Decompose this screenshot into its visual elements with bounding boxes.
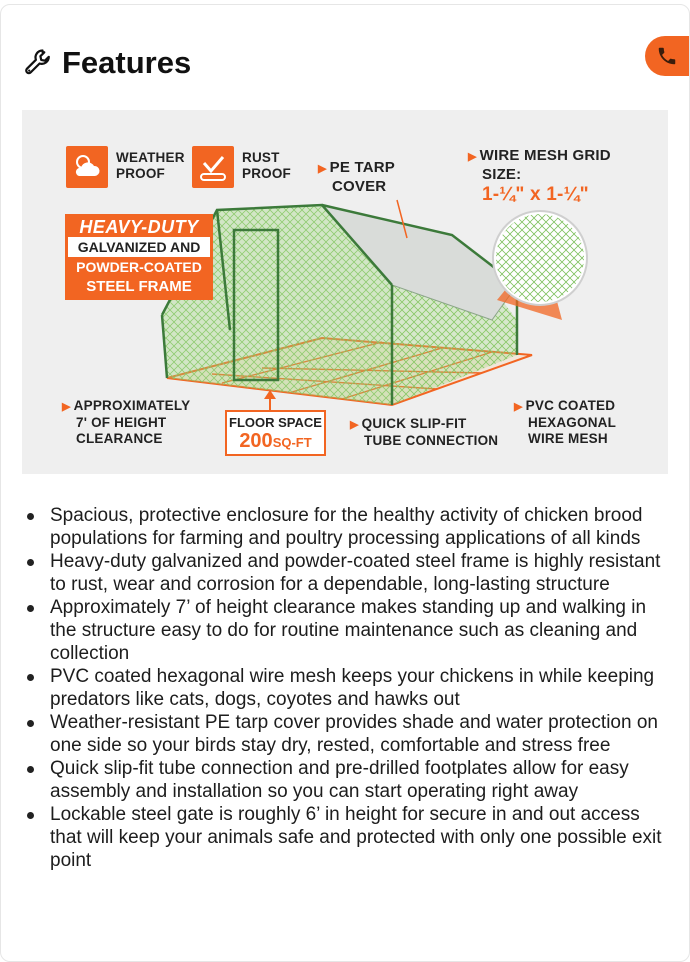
phone-icon	[656, 45, 678, 67]
pe-tarp-label: ▶ PE TARP COVER	[318, 159, 395, 195]
floor-space-badge: FLOOR SPACE 200SQ-FT	[225, 410, 326, 456]
call-button[interactable]	[645, 36, 689, 76]
feature-item: Spacious, protective enclosure for the healthy activity of chicken brood populations for farming and poultry processing applications of all kinds	[22, 504, 672, 550]
wire-mesh-grid-label: ▶ WIRE MESH GRID SIZE: 1-¼" x 1-¼"	[468, 147, 611, 205]
rust-proof-label: RUST PROOF	[242, 150, 292, 181]
feature-item: Quick slip-fit tube connection and pre-drilled footplates allow for easy assembly and installation so you can start operating right away	[22, 757, 672, 803]
wrench-icon	[22, 46, 54, 78]
feature-item: Approximately 7’ of height clearance makes standing up and walking in the structure easy to do for routine maintenance such as cleaning and collection	[22, 596, 672, 665]
product-banner	[22, 110, 668, 474]
feature-item: Lockable steel gate is roughly 6’ in height for secure in and out access that will keep your animals safe and protected with only one possible exit point	[22, 803, 672, 872]
weather-proof-icon	[66, 146, 108, 188]
section-header	[22, 42, 191, 82]
pvc-mesh-label: ▶ PVC COATED HEXAGONAL WIRE MESH	[514, 398, 617, 446]
heavy-duty-badge: HEAVY-DUTY GALVANIZED AND POWDER-COATED STEEL FRAME	[65, 214, 213, 300]
height-clearance-label: ▶ APPROXIMATELY 7' OF HEIGHT CLEARANCE	[62, 398, 191, 446]
slip-fit-label: ▶ QUICK SLIP-FIT TUBE CONNECTION	[350, 416, 499, 448]
feature-item: PVC coated hexagonal wire mesh keeps your chickens in while keeping predators like cats, dogs, coyotes and hawks out	[22, 665, 672, 711]
page-title: Features	[62, 44, 192, 80]
feature-item: Heavy-duty galvanized and powder-coated steel frame is highly resistant to rust, wear and corrosion for a dependable, long-lasting structure	[22, 550, 672, 596]
features-list	[22, 504, 672, 872]
mesh-size-value: 1-¼" x 1-¼"	[482, 184, 589, 205]
weather-proof-label: WEATHER PROOF	[116, 150, 185, 181]
feature-item: Weather-resistant PE tarp cover provides shade and water protection on one side so your birds stay dry, rested, comfortable and stress free	[22, 711, 672, 757]
rust-proof-icon	[192, 146, 234, 188]
